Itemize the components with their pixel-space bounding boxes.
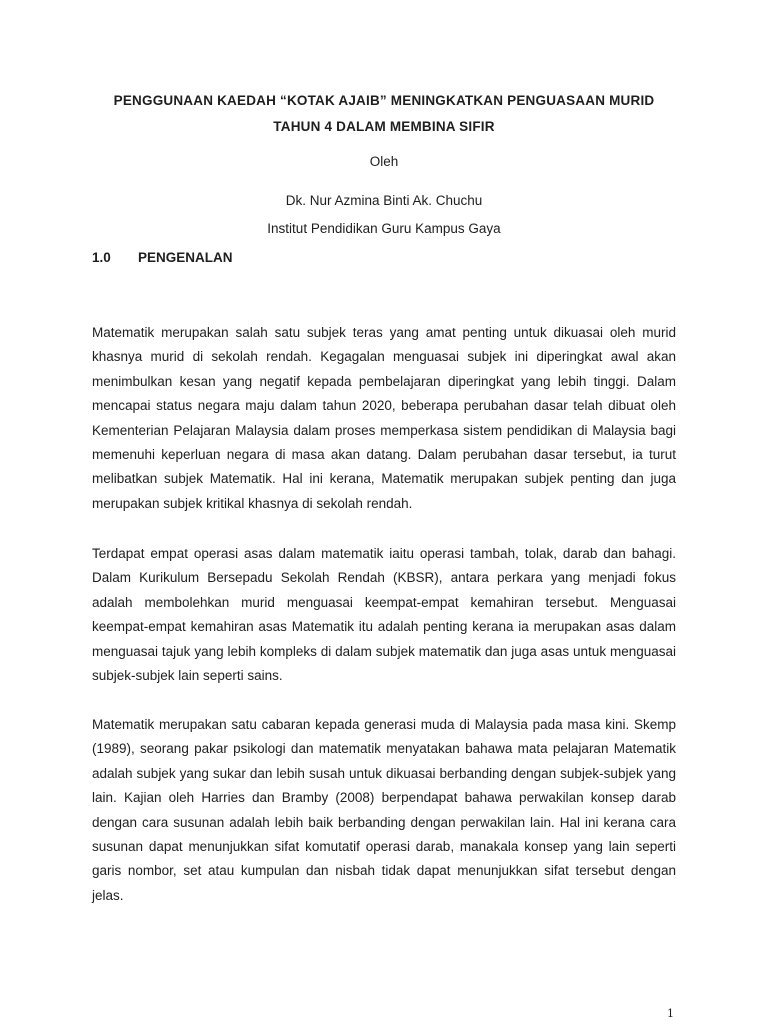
by-label: Oleh [369,154,399,169]
page-number: 1 [667,1007,674,1020]
paragraph-1: Matematik merupakan salah satu subjek teras yang amat penting untuk dikuasai oleh murid khasnya murid di sekolah rendah. Kegagalan menguasai subjek ini diperingkat awal akan menimbulkan kesan yang negatif kepada pembelajaran diperingkat yang lebih tinggi. Dalam mencapai status negara maju dalam tahun 2020, beberapa perubahan dasar telah dibuat oleh Kementerian Pelajaran Malaysia dalam proses memperkasa sistem pendidikan di Malaysia bagi memenuhi keperluan negara di masa akan datang. Dalam perubahan dasar tersebut, ia turut melibatkan subjek Matematik. Hal ini kerana, Matematik merupakan subjek penting dan juga merupakan subjek kritikal khasnya di sekolah rendah. [92,325,676,511]
paragraph-3: Matematik merupakan satu cabaran kepada generasi muda di Malaysia pada masa kini. Skemp (1989), seorang pakar psikologi dan matematik menyatakan bahawa mata pelajaran Matematik adalah subjek yang sukar dan lebih susah untuk dikuasai berbanding dengan subjek-subjek yang lain. Kajian oleh Harries dan Bramby (2008) berpendapat bahawa perwakilan konsep darab dengan cara susunan adalah lebih baik berbanding dengan perwakilan lain. Hal ini kerana cara susunan dapat menunjukkan sifat komutatif operasi darab, manakala konsep yang lain seperti garis nombor, set atau kumpulan dan nisbah tidak dapat menunjukkan sifat tersebut dengan jelas. [92,717,676,903]
section-heading [92,250,233,265]
section-title: PENGENALAN [138,250,233,265]
section-number: 1.0 [92,250,111,265]
author-name: Dk. Nur Azmina Binti Ak. Chuchu [285,193,483,208]
institution-name: Institut Pendidikan Guru Kampus Gaya [267,221,501,236]
paragraph-2: Terdapat empat operasi asas dalam matematik iaitu operasi tambah, tolak, darab dan bahagi. Dalam Kurikulum Bersepadu Sekolah Rendah (KBSR), antara perkara yang menjadi fokus adalah membolehkan murid menguasai keempat-empat kemahiran tersebut. Menguasai keempat-empat kemahiran asas Matematik itu adalah penting kerana ia merupakan asas dalam menguasai tajuk yang lebih kompleks di dalam subjek matematik dan juga asas untuk menguasai subjek-subjek lain seperti sains. [92,546,676,684]
document-title-line-1: PENGGUNAAN KAEDAH “KOTAK AJAIB” MENINGKATKAN PENGUASAAN MURID [113,93,655,108]
document-title-line-2: TAHUN 4 DALAM MEMBINA SIFIR [273,119,495,134]
